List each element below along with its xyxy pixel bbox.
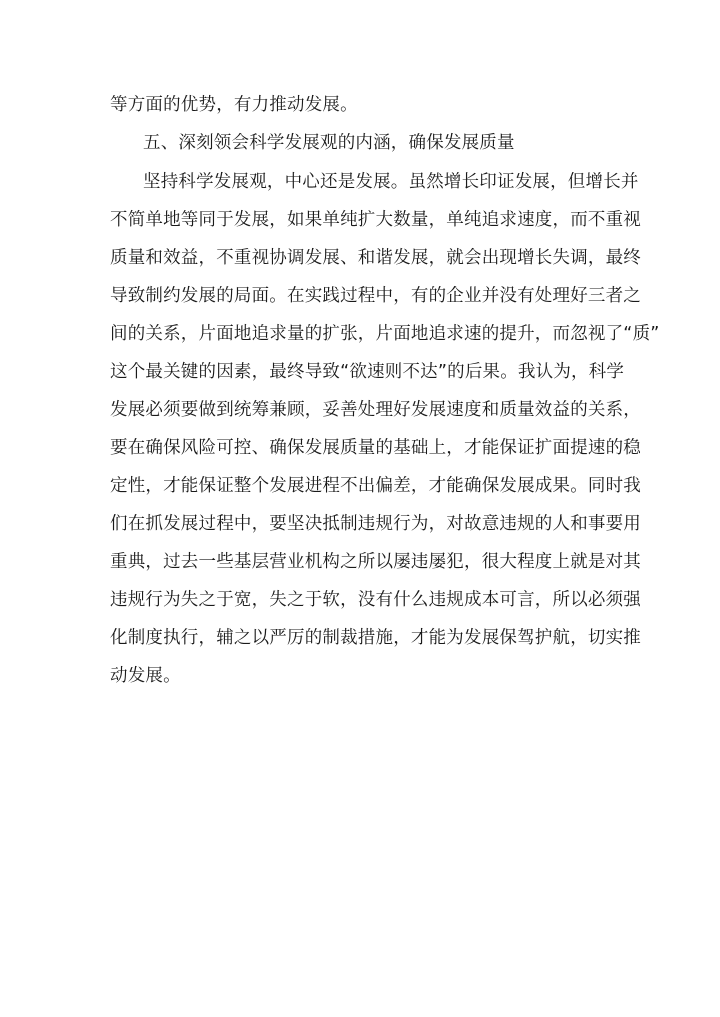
paragraph-line: 重典，过去一些基层营业机构之所以屡违屡犯，很大程度上就是对其 <box>110 552 641 572</box>
paragraph-line: 坚持科学发展观，中心还是发展。虽然增长印证发展，但增长并 <box>143 172 639 192</box>
paragraph-line: 发展必须要做到统筹兼顾，妥善处理好发展速度和质量效益的关系， <box>110 400 641 420</box>
paragraph-line: 违规行为失之于宽，失之于软，没有什么违规成本可言，所以必须强 <box>110 590 641 610</box>
paragraph-line: 这个最关键的因素，最终导致“欲速则不达”的后果。我认为，科学 <box>110 362 625 382</box>
paragraph-line: 化制度执行，辅之以严厉的制裁措施，才能为发展保驾护航，切实推 <box>110 628 641 648</box>
paragraph-line: 导致制约发展的局面。在实践过程中，有的企业并没有处理好三者之 <box>110 286 641 306</box>
paragraph-line: 动发展。 <box>110 666 181 686</box>
paragraph-line: 质量和效益，不重视协调发展、和谐发展，就会出现增长失调，最终 <box>110 248 641 268</box>
paragraph-line: 等方面的优势，有力推动发展。 <box>110 95 358 115</box>
paragraph-line: 不简单地等同于发展，如果单纯扩大数量，单纯追求速度，而不重视 <box>110 210 641 230</box>
paragraph-line: 定性，才能保证整个发展进程不出偏差，才能确保发展成果。同时我 <box>110 476 641 496</box>
paragraph-line: 要在确保风险可控、确保发展质量的基础上，才能保证扩面提速的稳 <box>110 438 641 458</box>
paragraph-line: 间的关系，片面地追求量的扩张，片面地追求速的提升，而忽视了“质” <box>110 324 660 344</box>
section-heading: 五、深刻领会科学发展观的内涵，确保发展质量 <box>143 133 515 153</box>
paragraph-line: 们在抓发展过程中，要坚决抵制违规行为，对故意违规的人和事要用 <box>110 514 641 534</box>
